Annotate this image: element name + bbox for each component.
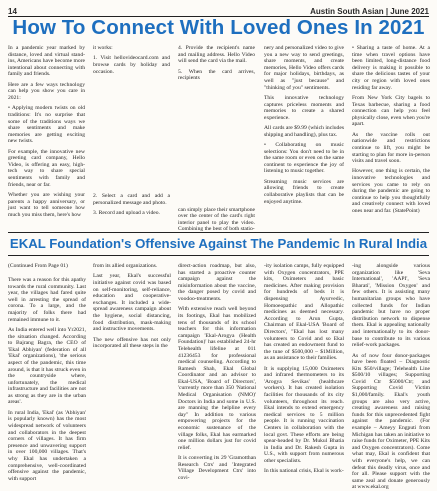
paragraph: 1. Visit hellovideocard.com and browse cards by holiday and occasion. bbox=[93, 55, 170, 75]
paragraph: • Sharing a taste of home. At a time when travel options have been limited, long-distance food delivery is making it possible to share the delicious tastes of your city or region with loved ones residing far away. bbox=[352, 45, 430, 91]
headline-ekal: EKAL Foundation's Offensive Against The Pandemic In Rural India bbox=[9, 236, 428, 251]
paragraph: There was a reason for this apathy towards the rural community. Last year, the villages had fared quite well in arresting the spread of corona. To a large, and the majority of folks there had remained immune to it. bbox=[8, 277, 86, 323]
paragraph: direct-action roadmap, but also, has started a proactive counter campaign against the misinformation about the vaccine, the danger posed by covid and voodoo-treatments. bbox=[178, 263, 256, 302]
paragraph: This innovative technology captures priceless moments and memories to create a shared experience. bbox=[264, 94, 344, 121]
paragraph: It is converting its 29 'Gramotthan Research Ctrs' and 'Integrated Village Development Ctrs' into covi- bbox=[178, 455, 256, 481]
paragraph: nery and personalized video to give you a new way to send greetings, share moments, and create memories, Hello Video offers cards for major holidays, birthdays, as well as "just because" and "thinking of you" sentiments. bbox=[264, 45, 344, 91]
story2-col-2 bbox=[93, 263, 171, 477]
story1-col-1 bbox=[8, 45, 85, 230]
section-rule bbox=[8, 255, 429, 256]
story1-col-5 bbox=[352, 45, 430, 230]
continued-label: (Continued From Page 01) bbox=[8, 263, 68, 269]
publication-info: Austin South Asian | June 2021 bbox=[310, 7, 429, 16]
story2-col-5 bbox=[352, 263, 430, 491]
paragraph: Here are a few ways technology can help you show you care in 2021: bbox=[8, 81, 85, 101]
story1-col-2 bbox=[93, 45, 170, 230]
paragraph: can simply place their smartphone over the center of the card's right interior panel to play the video. Combining the best of both statio- bbox=[178, 206, 255, 233]
story2-col-1 bbox=[8, 277, 86, 482]
story2-col-4 bbox=[264, 263, 344, 477]
story1-col-3 bbox=[178, 45, 255, 233]
paragraph: With extensive reach well beyond its footings, Ekal has mobilized tens of thousands of its school teachers for this information campaign 'Ekal-Arogya (Health Foundation)' has established 24-hr Telehealth lifeline at 011 41236453 for professional medical counseling. According to Ramesh Shah, Ekal Global Coordinator and an advisor to Ekal-USA, 'Board of Directors', 'currently more than 350 'National Medical Organisation (NMO)' Doctors in India and some in U.S. are manning the helpline every day" In addition to various empowering projects for the economic sustenance of the village folks, Ekal has earmarked one million dollars just for covid relief. bbox=[178, 306, 256, 451]
paragraph: -ity isolation camps, fully equipped with Oxygen concentrators, PPE kits, Oximeters and basic medicines. After making provision for hundreds of beds it is dispensing Ayurvedic, Homoeopathic and Allopathic medicines as deemed necessary. According to Arun Gupta, Chairman of Ekal-USA 'Board of Directors', "Ekal has lost many volunteers to Covid and so Ekal has created an endowment fund to the tune of $500,000 – $1Million, as an assistance to their families. bbox=[264, 263, 344, 362]
paragraph: 2. Select a card and add a personalized message and photo. bbox=[93, 192, 170, 206]
paragraph: As of now four donor-packages have been floated – Diagnostic Kits $50/village; Telehealth Line $500/10 villages; Supporting Covid Ctr $5000/Ctr; and Supporting Covid Victim $1,000/family. Ekal's youth groups are also very active, creating awareness and raising funds for this unprecedented fight against the pandemic. (For example – Ameyy Engputi from Michigan has taken an initiative to raise funds for Oximeter, PPE Kits and Oxygen concentrators). Come what may, Ekal is confident that with everyone's help, we can defeat this deadly virus, once and for all. Please support with the same zeal and donate generously at www.ekal.org bbox=[352, 352, 430, 491]
paragraph: In a pandemic year marked by distance, loved and virtual stand-ins, Americans have become more intentional about connecting with family and friends. bbox=[8, 45, 85, 78]
paragraph: 5. When the card arrives, recipients bbox=[178, 68, 255, 82]
masthead bbox=[8, 4, 429, 16]
paragraph: As the vaccine rolls out nationwide and restrictions continue to lift, you might be starting to plan for more in-person visits and travel soon. bbox=[352, 131, 430, 165]
paragraph: Last year, Ekal's successful initiative against covid was based on self-monitoring, self-reliance, education and cooperative-exchanges. It included a wide-spread awareness campaign about the hygiene, social distancing, food distribution, mask-making and instructive movements. bbox=[93, 273, 171, 333]
paragraph: However, one thing is certain, the innovative technologies and services you came to rely on during the pandemic are going to continue to help you thoughtfully and creatively connect with loved ones near and far. (StatePoint) bbox=[352, 168, 430, 215]
paragraph: Whether you are wishing your parents a happy anniversary, or just want to tell someone how much you miss them, here's how bbox=[8, 192, 85, 218]
paragraph: From New York City bagels to Texas barbecue, sharing a food connection can help you feel physically close, even when you're apart. bbox=[352, 94, 430, 128]
paragraph: It is supplying 15,000 Oximeters and infrared thermometers to its 'Arogya Sevikas' (healthcare workers). It has created isolation facilities for thousands of its city volunteers, throughout its reach. Ekal intends to extend emergency medical services to 5 million people. It is running vaccination Centers in collaboration with the local govt. These efforts are being spear-headed by Dr. Mukul Bhatia in India and Dr. Rakesh Gupta in U.S., with support from numerous other specialists. bbox=[264, 365, 344, 465]
paragraph: Streaming music services are allowing friends to create collaborative playlists that can be enjoyed anytime. bbox=[264, 178, 344, 205]
paragraph: from its allied organizations. bbox=[93, 263, 158, 269]
page-number: 14 bbox=[8, 7, 17, 16]
paragraph: • Collaborating on music selections: You don't need to be in the same room or even on the same continent to experience the joy of listening to music together. bbox=[264, 142, 344, 175]
paragraph: For example, the innovative new greeting card company, Hello Video, is offering an easy, high-tech way to share special sentiments with family and friends, near or far. bbox=[8, 148, 85, 188]
paragraph: 3. Record and upload a video. bbox=[93, 209, 160, 216]
paragraph: it works: bbox=[93, 45, 113, 51]
story2-col-3 bbox=[178, 263, 256, 481]
paragraph: In this national crisis, Ekal is work- bbox=[264, 468, 344, 475]
paragraph: The new offensive has not only incorporated all these steps in the bbox=[93, 336, 171, 350]
paragraph: -ing alongside various organization like 'Seva International', 'AAPI', 'Seva Bharati', 'Mission Oxygen' and few others. It is assisting many humanitarian groups who have collected funds for Indian pandemic but have no proper distribution network to dispense them. Ekal is appealing nationally and internationally to its donor-base to contribute to its various relief-work packages. bbox=[352, 263, 430, 349]
paragraph: • Applying modern twists on old traditions: It's no surprise that some of the traditions ways we share sentiments and make memories are getting exciting new twists. bbox=[8, 105, 85, 145]
paragraph: In rural India, 'Ekal' (as 'Abhiyan' is popularly known) has the most widespread network of volunteers and collaborators in the deepest corners of villages. It has firm presence and unwavering support in over 100,000 villages. That's why Ekal has undertaken a comprehensive, well-coordinated offensive against the pandemic, with support bbox=[8, 409, 86, 482]
paragraph: All cards are $9.99 (which includes shipping and handling), plus tax. bbox=[264, 125, 344, 138]
section-rule bbox=[8, 232, 429, 233]
headline: How To Connect With Loved Ones In 2021 bbox=[12, 16, 425, 39]
story1-col-4 bbox=[264, 45, 344, 230]
paragraph: 4. Provide the recipient's name and mailing address. Hello Video will send the card via the mail. bbox=[178, 45, 255, 65]
paragraph: As India entered well into Yr2021, the situation changed. According to Bajrang Bagra, the CEO of 'Ekal Abhiyan' (federation of all 'Ekal' organizations), 'the serious aspect of the pandemic, this time around, is that it has struck even in the countryside where, unfortunately, the medical infrastructure and facilities are not as strong as they are in the urban areas'. bbox=[8, 326, 86, 406]
